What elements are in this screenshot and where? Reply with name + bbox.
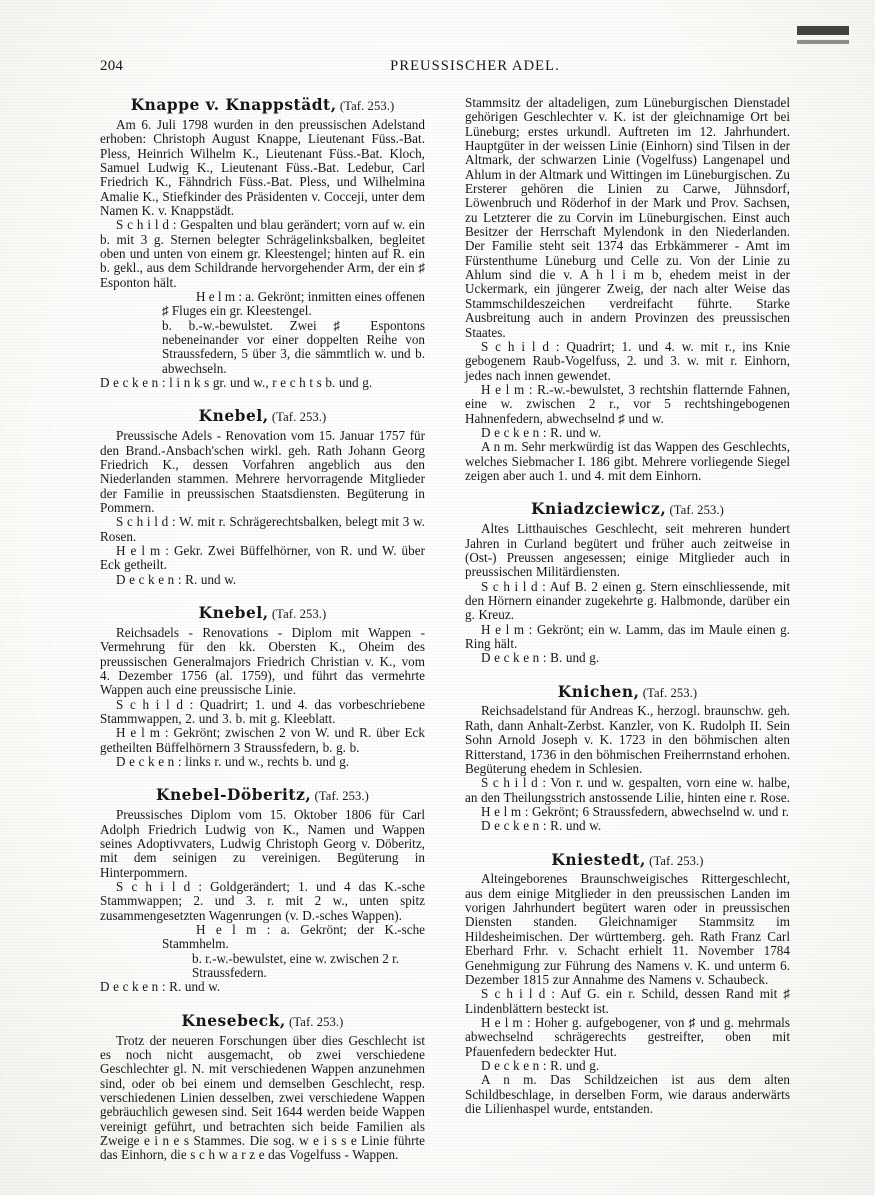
entry-family-name: Knebel, <box>198 604 269 623</box>
dictionary-entry <box>465 96 790 483</box>
entry-heading <box>100 407 425 427</box>
running-head <box>100 58 790 80</box>
entry-paragraph: Am 6. Juli 1798 wurden in den preussischen Adelstand erhoben: Christoph August Knappe, Lieutenant Füss.-Bat. Pless, Heinrich Wilhelm K., Lieutenant Füss.-Bat. Kloch, Samuel Ludwig K., Lieutenant Füss.-Bat. Ledebur, Carl Friedrich K., Fähndrich Füss.-Bat. Pless, und Wilhelmina Amalie K., Stiefkinder des Präsidenten v. Cocceji, unter dem Namen K. v. Knappstädt. <box>100 116 425 218</box>
entry-paragraph: S c h i l d : Auf G. ein r. Schild, dessen Rand mit ♯ Lindenblättern besteckt ist. <box>465 986 790 1016</box>
dictionary-entry <box>465 500 790 665</box>
column-left <box>100 96 425 1163</box>
entry-paragraph: H e l m : Gekrönt; zwischen 2 von W. und R. über Eck getheilten Büffelhörnern 3 Straussfedern, b. g. b. <box>100 725 425 755</box>
entry-paragraph: b. b.-w.-bewulstet. Zwei ♯ Espontons nebeneinander vor einer doppelten Reihe von Straussfedern, 5 über 3, die sämmtlich w. und b. abwechseln. <box>162 317 425 376</box>
entry-paragraph: D e c k e n : B. und g. <box>481 650 600 666</box>
entry-paragraph: H e l m : Gekr. Zwei Büffelhörner, von R. und W. über Eck getheilt. <box>100 543 425 573</box>
entry-family-name: Knesebeck, <box>181 1011 286 1030</box>
entry-paragraph: S c h i l d : Auf B. 2 einen g. Stern einschliessende, mit den Hörnern einander zugekehrte g. Halbmonde, darüber ein g. Kreuz. <box>465 578 790 623</box>
dictionary-entry <box>465 851 790 1117</box>
dictionary-entry <box>465 683 790 834</box>
entry-plate-reference: (Taf. 253.) <box>285 1014 344 1029</box>
entry-heading <box>465 683 790 703</box>
entry-family-name: Kniadzciewicz, <box>531 500 667 519</box>
entry-paragraph: S c h i l d : Gespalten und blau gerändert; vorn auf w. ein b. mit 3 g. Sternen belegter Schrägelinksbalken, begleitet oben und unten von einem gr. Kleestengel; hinten auf R. ein b. gekl., aus dem Schildrande hervorgehender Arm, der ein ♯ Esponton hält. <box>100 217 425 290</box>
entry-paragraph: H e l m : a. Gekrönt; inmitten eines offenen ♯ Fluges ein gr. Kleestengel. <box>162 289 425 319</box>
dictionary-entry <box>100 407 425 587</box>
entry-paragraph: H e l m : a. Gekrönt; der K.-sche Stammhelm. <box>162 922 425 952</box>
entry-paragraph: A n m. Sehr merkwürdig ist das Wappen des Geschlechts, welches Siebmacher I. 186 gibt. Mehrere vorliegende Siegel zeigen aber auch 1. und 4. mit dem Einhorn. <box>465 439 790 483</box>
entry-heading <box>100 1012 425 1032</box>
entry-family-name: Knappe v. Knappstädt, <box>130 96 337 114</box>
running-title: PREUSSISCHER ADEL. <box>390 58 560 74</box>
entry-paragraph: Preussisches Diplom vom 15. Oktober 1806 für Carl Adolph Friedrich Ludwig von K., Namen und Wappen seines Adoptivvaters, Ludwig Christoph Georg v. Döberitz, mit dem seinigen zu vereinigen. Begüterung in Hinterpommern. <box>100 807 425 880</box>
entry-paragraph: Alteingeborenes Braunschweigisches Rittergeschlecht, aus dem einige Mitglieder in den preussischen Landen im vorigen Jahrhundert begütert waren oder in preussischen Diensten standen. Gleichnamiger Stammsitz im Hildesheimischen. Der württemberg. geh. Rath Franz Carl Eberhard Frhr. v. Schacht erhielt 11. November 1784 Genehmigung zur Führung des Namens v. K. und unterm 6. Dezember 1815 zur Annahme des Namens v. Schaubeck. <box>465 871 790 987</box>
entry-plate-reference: (Taf. 253.) <box>311 789 369 804</box>
entry-plate-reference: (Taf. 253.) <box>268 607 327 622</box>
entry-paragraph: D e c k e n : R. und w. <box>116 571 237 587</box>
entry-heading <box>465 851 790 871</box>
entry-paragraph: Reichsadels - Renovations - Diplom mit Wappen - Vermehrung für den kk. Obersten K., Oheim des preussischen Generalmajors Friedrich Christian v. K., vom 4. Dezember 1756 (al. 1759), und führt das vermehrte Wappen auch eine preussische Linie. <box>100 624 425 698</box>
entry-family-name: Knebel-Döberitz, <box>156 786 312 805</box>
entry-family-name: Kniestedt, <box>551 850 646 869</box>
dictionary-entry <box>100 96 425 390</box>
entry-plate-reference: (Taf. 253.) <box>268 410 327 425</box>
column-right <box>465 96 790 1116</box>
dictionary-entry <box>100 786 425 994</box>
entry-paragraph: Trotz der neueren Forschungen über dies Geschlecht ist es noch nicht ausgemacht, ob zwei verschiedene Geschlechter gl. N. mit verschiedenen Wappen anzunehmen sind, oder ob bei einem und demselben Geschlecht, resp. verschiedenen Linien desselben, zwei verschiedene Wappen gebräuchlich gewesen sind. Seit 1644 werden beide Wappen vereinigt geführt, und betrachten sich beide Familien als Zweige e i n e s Stammes. Die sog. w e i s s e Linie führte das Einhorn, die s c h w a r z e das Vogelfuss - Wappen. <box>100 1032 425 1163</box>
entry-plate-reference: (Taf. 253.) <box>645 853 704 868</box>
entry-heading <box>100 96 425 116</box>
entry-plate-reference: (Taf. 253.) <box>666 503 724 518</box>
entry-paragraph: Stammsitz der altadeligen, zum Lüneburgischen Dienstadel gehörigen Geschlechter v. K. ist der gleichnamige Ort bei Lüneburg; erstes urkundl. Auftreten im 12. Jahrhundert. Hauptgüter in der weissen Linie (Einhorn) sind Tilsen in der Altmark, der schwarzen Linie (Vogelfuss) Langenapel und Ahlum in der Altmark und Wittingen im Lüneburgischen. Zu Ersterer gehören die Linien zu Carwe, Jühnsdorf, Löwenbruch und Röderhof in der Mark und Prov. Sachsen, zu Letzterer die zu Corvin im Lüneburgischen. Einst auch Besitzer der Herrschaft Mylendonk in den Niederlanden. Der Familie steht seit 1374 das Erbkämmerer - Amt im Fürstenthume Lüneburg und Celle zu. Von der Linie zu Ahlum sind die v. A h l i m b, ehedem meist in der Uckermark, ein jüngerer Zweig, der nach alter Weise das Stammschildeszeichen verdreifacht führte. Starke Ausbreitung auch in andern Provinzen des preussischen Staates. <box>465 95 790 340</box>
entry-paragraph: D e c k e n : R. und w. <box>100 979 221 995</box>
dictionary-entry <box>100 604 425 769</box>
entry-paragraph: S c h i l d : Quadrirt; 1. und 4. das vorbeschriebene Stammwappen, 2. und 3. b. mit g. Kleeblatt. <box>100 696 425 726</box>
entry-heading <box>100 786 425 806</box>
entry-plate-reference: (Taf. 253.) <box>639 685 698 700</box>
entry-paragraph: S c h i l d : Goldgerändert; 1. und 4 das K.-sche Stammwappen; 2. und 3. r. mit 2 w., unten spitz zusammengesetzten Wagenrungen (v. D.-sches Wappen). <box>100 878 425 923</box>
entry-paragraph: D e c k e n : R. und w. <box>481 424 602 440</box>
entry-paragraph: D e c k e n : links r. und w., rechts b. und g. <box>116 754 350 770</box>
entry-paragraph: Altes Litthauisches Geschlecht, seit mehreren hundert Jahren in Curland begütert und früher auch zeitweise in (Ost-) Preussen angesessen; einige Mitglieder auch in preussischen Militärdiensten. <box>465 521 790 580</box>
entry-paragraph: H e l m : Gekrönt; 6 Straussfedern, abwechselnd w. und r. <box>481 803 789 819</box>
entry-paragraph: Preussische Adels - Renovation vom 15. Januar 1757 für den Brand.-Ansbach'schen wirkl. geh. Rath Johann Georg Friedrich K., dessen Vorfahren angeblich aus den Niederlanden stammen. Mehrere hervorragende Mitglieder der Familie in preussischen Staatsdiensten. Begüterung in Pommern. <box>100 428 425 515</box>
dictionary-entry <box>100 1012 425 1163</box>
entry-paragraph: Reichsadelstand für Andreas K., herzogl. braunschw. geh. Rath, dann Anhalt-Zerbst. Kanzler, von K. Rudolph II. Sein Sohn Arnold Joseph v. K. 1723 in den böhmischen alten Ritterstand, 1736 in den böhmischen Freiherrnstand erhohen. Begüterung ehedem in Schlesien. <box>465 703 790 776</box>
entry-paragraph: S c h i l d : Quadrirt; 1. und 4. w. mit r., ins Knie gebogenem Raub-Vogelfuss, 2. und 3. w. mit r. Einhorn, jedes nach innen gewendet. <box>465 338 790 383</box>
entry-paragraph: D e c k e n : R. und g. <box>481 1057 600 1073</box>
entry-plate-reference: (Taf. 253.) <box>336 99 395 113</box>
entry-paragraph: S c h i l d : W. mit r. Schrägerechtsbalken, belegt mit 3 w. Rosen. <box>100 514 425 544</box>
entry-heading <box>465 500 790 520</box>
entry-paragraph: S c h i l d : Von r. und w. gespalten, vorn eine w. halbe, an den Theilungsstrich anstossende Lilie, hinten eine r. Rose. <box>465 775 790 805</box>
entry-paragraph: H e l m : Hoher g. aufgebogener, von ♯ und g. mehrmals abwechselnd schrägerechts gestreifter, oben mit Pfauenfedern bedeckter Hut. <box>465 1014 790 1059</box>
entry-paragraph: H e l m : R.-w.-bewulstet, 3 rechtshin flatternde Fahnen, eine w. zwischen 2 r., vor 5 rechtshingebogenen Hahnenfedern, abwechselnd ♯ und w. <box>465 381 790 426</box>
entry-family-name: Knichen, <box>557 682 640 701</box>
entry-paragraph: D e c k e n : l i n k s gr. und w., r e c h t s b. und g. <box>100 375 373 391</box>
entry-paragraph: D e c k e n : R. und w. <box>481 818 602 834</box>
entry-paragraph: b. r.-w.-bewulstet, eine w. zwischen 2 r. Straussfedern. <box>192 950 400 981</box>
entry-paragraph: A n m. Das Schildzeichen ist aus dem alten Schildbeschlage, in derselben Form, wie daraus anderwärts die Lilienhaspel wurde, entstanden. <box>465 1072 790 1116</box>
entry-heading <box>100 604 425 624</box>
page-number: 204 <box>100 58 124 74</box>
entry-family-name: Knebel, <box>198 407 269 426</box>
entry-paragraph: H e l m : Gekrönt; ein w. Lamm, das im Maule einen g. Ring hält. <box>465 621 790 651</box>
